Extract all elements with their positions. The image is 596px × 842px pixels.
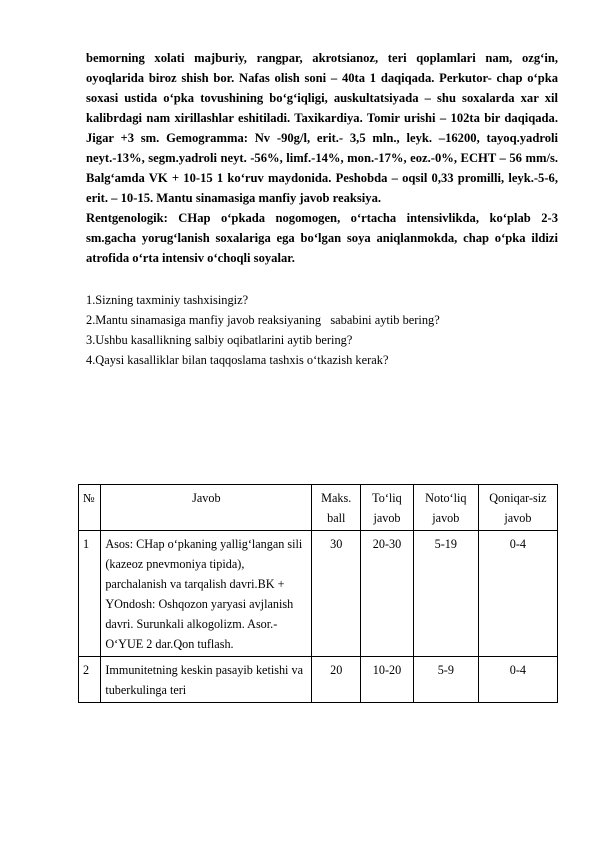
col-header-number: №	[79, 485, 101, 531]
radiology-paragraph: Rentgenologik: CHap o‘pkada nogomogen, o‘rtacha intensivlikda, ko‘plab 2-3 sm.gacha yorug‘lanish soxalariga ega bo‘lgan soya aniqlanmokda, chap o‘pka ildizi atrofida o‘rta intensiv o‘choqli soyalar.	[86, 211, 558, 265]
table-cell: 20	[312, 657, 361, 703]
table-cell: 0-4	[478, 531, 557, 657]
col-header-answer: Javob	[101, 485, 312, 531]
col-header-full-answer: To‘liq javob	[361, 485, 414, 531]
question-item: 3.Ushbu kasallikning salbiy oqibatlarini aytib bering?	[86, 333, 353, 347]
table-cell: 20-30	[361, 531, 414, 657]
table-row	[79, 657, 558, 703]
table-cell: 5-9	[413, 657, 478, 703]
col-header-max-score: Maks. ball	[312, 485, 361, 531]
col-header-unsatisfactory: Qoniqar-siz javob	[478, 485, 557, 531]
col-header-partial-answer: Noto‘liq javob	[413, 485, 478, 531]
question-item: 4.Qaysi kasalliklar bilan taqqoslama tashxis o‘tkazish kerak?	[86, 353, 389, 367]
table-cell: 2	[79, 657, 101, 703]
table-cell: 30	[312, 531, 361, 657]
document-body	[86, 48, 558, 370]
table-cell: 10-20	[361, 657, 414, 703]
question-item: 1.Sizning taxminiy tashxisingiz?	[86, 293, 249, 307]
case-paragraph: bemorning xolati majburiy, rangpar, akrotsianoz, teri qoplamlari nam, ozg‘in, oyoqlarida biroz shish bor. Nafas olish soni – 40ta 1 daqiqada. Perkutor- chap o‘pka soxasi ustida o‘pka tovushining bo‘g‘iqligi, auskultatsiyada – shu soxalarda xar xil kalibrdagi nam xirillashlar eshitiladi. Taxikardiya. Tomir urishi – 102ta bir daqiqada. Jigar +3 sm. Gemogramma: Nv -90g/l, erit.- 3,5 mln., leyk. –16200, tayoq.yadroli neyt.-13%, segm.yadroli neyt. -56%, limf.-14%, mon.-17%, eoz.-0%, ECHT – 56 mm/s. Balg‘amda VK + 10-15 1 ko‘ruv maydonida. Peshobda – oqsil 0,33 promilli, leyk.-5-6, erit. – 10-15. Mantu sinamasiga manfiy javob reaksiya.	[86, 51, 558, 205]
table-cell: 0-4	[478, 657, 557, 703]
table-cell: Immunitetning keskin pasayib ketishi va tuberkulinga teri	[101, 657, 312, 703]
table-header-row	[79, 485, 558, 531]
table-cell: 1	[79, 531, 101, 657]
case-description	[86, 48, 558, 268]
question-item: 2.Mantu sinamasiga manfiy javob reaksiyaning sababini aytib bering?	[86, 313, 440, 327]
table-cell: 5-19	[413, 531, 478, 657]
table-row	[79, 531, 558, 657]
question-list	[86, 290, 558, 370]
grading-table	[78, 484, 558, 703]
table-cell: Asos: CHap o‘pkaning yallig‘langan sili (kazeoz pnevmoniya tipida), parchalanish va tarqalish davri.BK + YOndosh: Oshqozon yaryasi avjlanish davri. Surunkali alkogolizm. Asor.- O‘YUE 2 dar.Qon tuflash.	[101, 531, 312, 657]
